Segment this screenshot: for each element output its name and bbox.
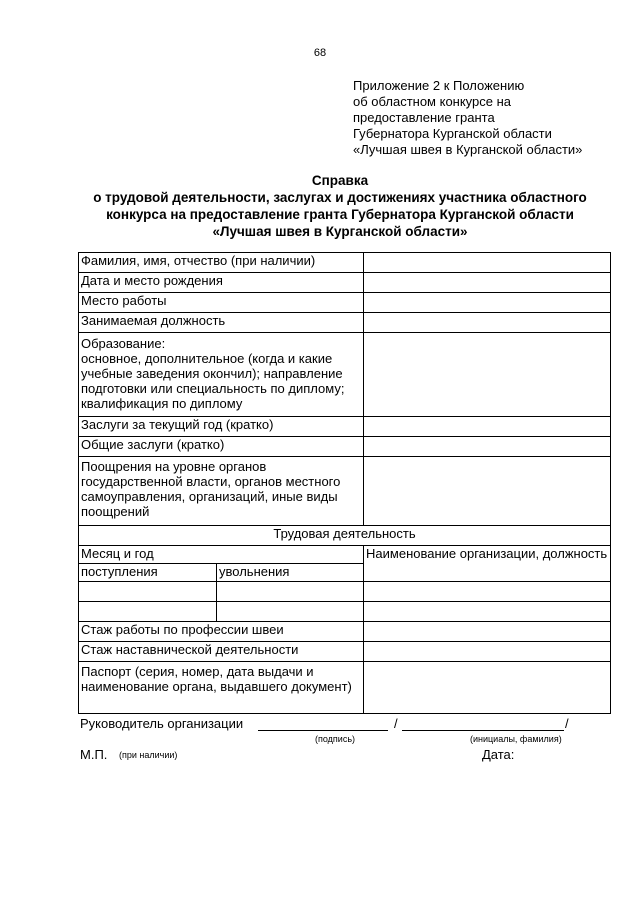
seal-label: М.П.	[80, 747, 108, 762]
table-row	[79, 313, 611, 333]
table-row	[79, 662, 611, 714]
label-experience-mentor: Стаж наставнической деятельности	[79, 642, 364, 662]
table-row	[79, 253, 611, 273]
appendix-line: Приложение 2 к Положению	[353, 78, 525, 93]
value-education[interactable]	[364, 333, 611, 417]
value-awards[interactable]	[364, 457, 611, 526]
table-row	[79, 273, 611, 293]
table-row	[79, 582, 611, 602]
value-org-position[interactable]	[364, 602, 611, 622]
table-row	[79, 293, 611, 313]
table-row	[79, 333, 611, 417]
page-number: 68	[313, 47, 327, 59]
label-awards: Поощрения на уровне органов государственной власти, органов местного самоуправления, организаций, иные виды поощрений	[79, 457, 364, 526]
table-row	[79, 417, 611, 437]
label-month-year: Месяц и год	[79, 546, 364, 564]
value-experience-mentor[interactable]	[364, 642, 611, 662]
initials-line[interactable]	[402, 730, 564, 731]
date-label: Дата:	[482, 747, 515, 762]
initials-separator: /	[565, 716, 569, 731]
appendix-line: «Лучшая швея в Курганской области»	[353, 142, 583, 157]
appendix-note	[353, 78, 582, 158]
value-fio[interactable]	[364, 253, 611, 273]
info-form-table	[78, 252, 611, 714]
label-merits-general: Общие заслуги (кратко)	[79, 437, 364, 457]
appendix-line: Губернатора Курганской области	[353, 126, 552, 141]
signature-line[interactable]	[258, 730, 388, 731]
label-merits-year: Заслуги за текущий год (кратко)	[79, 417, 364, 437]
value-hired[interactable]	[79, 582, 217, 602]
appendix-line: об областном конкурсе на	[353, 94, 512, 109]
value-workplace[interactable]	[364, 293, 611, 313]
value-merits-year[interactable]	[364, 417, 611, 437]
value-org-position[interactable]	[364, 582, 611, 602]
signature-separator: /	[394, 716, 398, 731]
head-of-org-label: Руководитель организации	[80, 716, 244, 731]
label-hired: поступления	[79, 564, 217, 582]
label-workplace: Место работы	[79, 293, 364, 313]
table-row	[79, 602, 611, 622]
value-hired[interactable]	[79, 602, 217, 622]
heading-line: конкурса на предоставление гранта Губернатора Курганской области	[106, 207, 574, 222]
table-row	[79, 437, 611, 457]
table-row	[79, 622, 611, 642]
seal-note: (при наличии)	[119, 750, 178, 760]
value-experience-sewing[interactable]	[364, 622, 611, 642]
label-birth: Дата и место рождения	[79, 273, 364, 293]
label-fio: Фамилия, имя, отчество (при наличии)	[79, 253, 364, 273]
value-dismissed[interactable]	[217, 602, 364, 622]
document-title: Справка	[311, 173, 369, 188]
value-position[interactable]	[364, 313, 611, 333]
table-row	[79, 642, 611, 662]
label-dismissed: увольнения	[217, 564, 364, 582]
table-row	[79, 457, 611, 526]
label-education: Образование: основное, дополнительное (когда и какие учебные заведения окончил); направление подготовки или специальность по диплому; квалификация по диплому	[79, 333, 364, 417]
initials-caption: (инициалы, фамилия)	[470, 734, 562, 744]
label-position: Занимаемая должность	[79, 313, 364, 333]
label-experience-sewing: Стаж работы по профессии швеи	[79, 622, 364, 642]
document-heading	[60, 172, 620, 240]
section-labor: Трудовая деятельность	[79, 526, 611, 546]
signature-caption: (подпись)	[315, 734, 356, 744]
heading-line: «Лучшая швея в Курганской области»	[212, 224, 468, 239]
label-org-position: Наименование организации, должность	[364, 546, 611, 582]
value-passport[interactable]	[364, 662, 611, 714]
table-row	[79, 546, 611, 564]
value-birth[interactable]	[364, 273, 611, 293]
label-passport: Паспорт (серия, номер, дата выдачи и наименование органа, выдавшего документ)	[79, 662, 364, 714]
heading-line: о трудовой деятельности, заслугах и достижениях участника областного	[93, 190, 587, 205]
value-merits-general[interactable]	[364, 437, 611, 457]
value-dismissed[interactable]	[217, 582, 364, 602]
appendix-line: предоставление гранта	[353, 110, 495, 125]
table-row	[79, 526, 611, 546]
